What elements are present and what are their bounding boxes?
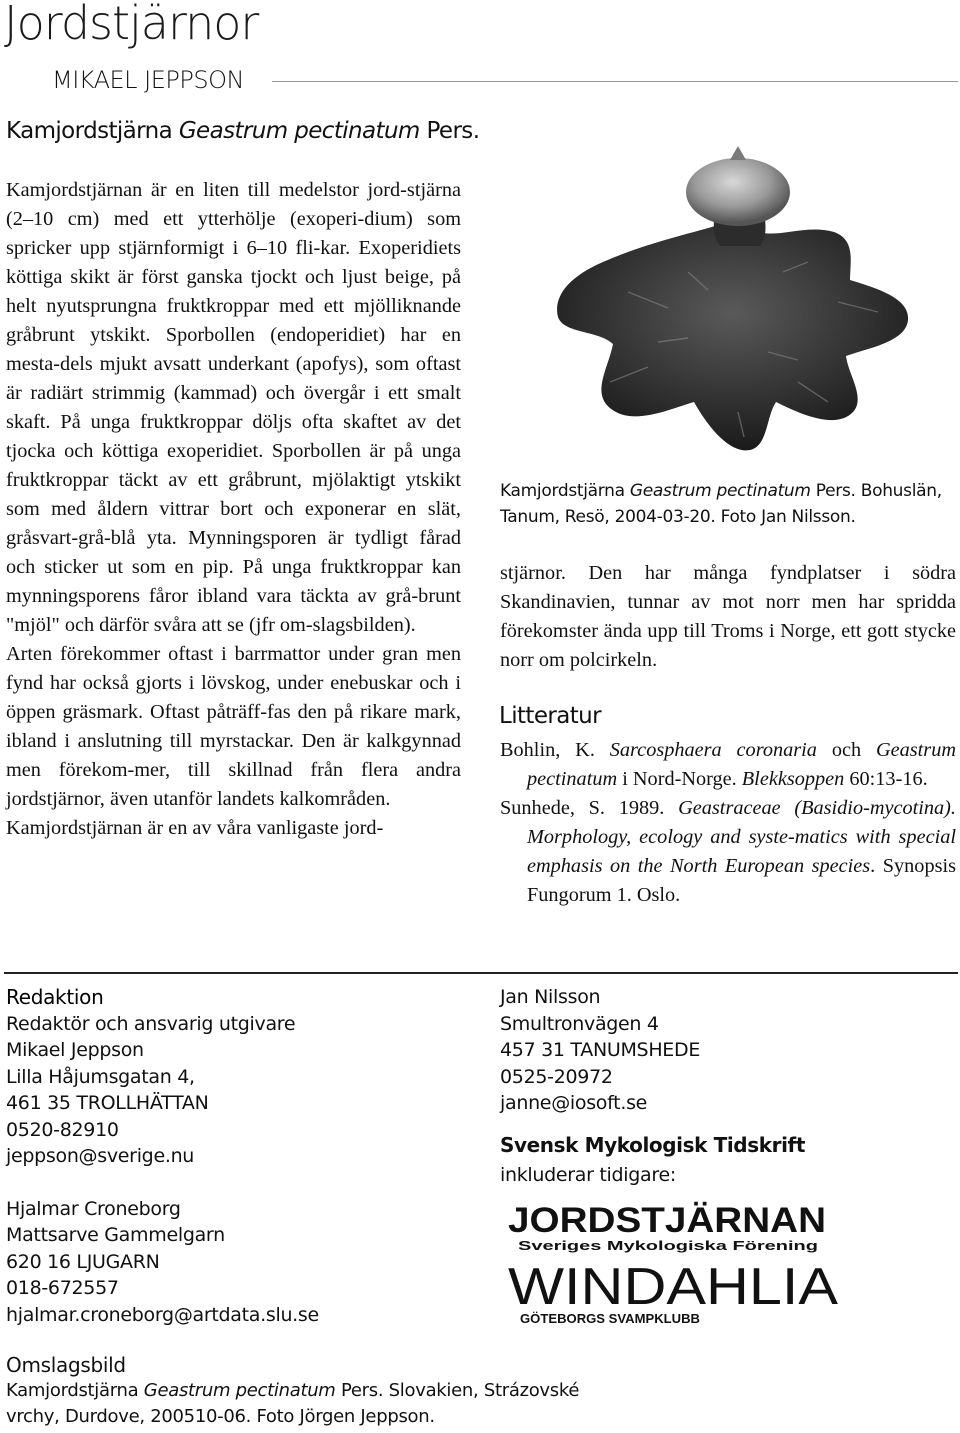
cover-details: Pers. Slovakien, Strázovské vrchy, Durdove, 200510-06. Foto Jörgen Jeppson. — [6, 1380, 580, 1427]
logo-jordstjarnan-sub: Sveriges Mykologiska Förening — [518, 1239, 818, 1253]
redaktion-heading: Redaktion — [6, 985, 104, 1009]
cover-caption — [6, 1378, 606, 1430]
editor-role: Redaktör och ansvarig utgivare — [6, 1012, 296, 1035]
editor1-email[interactable]: jeppson@sverige.nu — [6, 1145, 195, 1167]
body-paragraph-habitat: Arten förekommer oftast i barrmattor under gran men fynd har också gjorts i lövskog, under enebuskar och i öppen gräsmark. Oftast påträff-fas den på rikare mark, ibland i anslutning till myrstackar. Den är kalkgynnad men förekom-mer, till skillnad från flera andra jordstjärnor, även utanför landets kalkområden. — [6, 643, 461, 810]
ref-author: Sunhede, S. 1989. — [500, 797, 679, 819]
ref-series: . Synopsis Fungorum 1. Oslo. — [527, 855, 956, 906]
literature-list — [500, 736, 956, 910]
editor2-city: 620 16 LJUGARN — [6, 1250, 160, 1273]
editorial-contacts — [6, 984, 319, 1328]
caption-details: Pers. Bohuslän, Tanum, Resö, 2004-03-20. Foto Jan Nilsson. — [500, 481, 942, 527]
body-paragraph-distribution-end: stjärnor. Den har många fyndplatser i södra Skandinavien, tunnar av mot norr men har spridda förekomster ända upp till Troms i Norge, ett gott stycke norr om polcirkeln. — [500, 562, 956, 671]
article-body-left — [6, 176, 461, 843]
journal-title: Svensk Mykologisk Tidskrift — [500, 1133, 805, 1157]
spacer — [6, 1170, 319, 1196]
contact-right — [500, 984, 700, 1117]
editor2-phone: 018-672557 — [6, 1277, 119, 1299]
ref-journal: Blekksoppen — [741, 768, 845, 790]
literature-ref — [500, 736, 956, 794]
editor2-name: Hjalmar Croneborg — [6, 1197, 181, 1220]
species-authority: Pers. — [426, 118, 480, 144]
cover-latin-name: Geastrum pectinatum — [143, 1380, 336, 1401]
cover-heading: Omslagsbild — [6, 1353, 126, 1377]
article-body-right — [500, 559, 956, 675]
earthstar-cap — [686, 158, 790, 226]
contact-name: Jan Nilsson — [500, 986, 601, 1008]
earthstar-peristome — [730, 146, 746, 160]
journal-subtitle: inkluderar tidigare: — [500, 1164, 676, 1186]
literature-ref — [500, 794, 956, 910]
body-paragraph-description: Kamjordstjärnan är en liten till medelstor jord-stjärna (2–10 cm) med ett ytterhölje (exoperi-dium) som spricker upp stjärnformigt i 6–10 fli-kar. Exoperidiets köttiga skikt är först ganska tjockt och ljust beige, på helt nyutsprungna fruktkroppar med ett mjölliknande gråbrunt ytskikt. Sporbollen (endoperidiet) har en mesta-dels mjukt avsatt underkant (apofys), som oftast är radiärt strimmig (kammad) och övergår i ett smalt skaft. På unga fruktkroppar döljs ofta skaftet av det tjocka och köttiga exoperidiet. Sporbollen är på unga fruktkroppar täckt av ett gråbrunt, mjölaktigt ytskikt som med åldern vittrar bort och exponerar en slät, gråsvart-grå-blå yta. Mynningsporen är tydligt fårad och sticker ut som en pip. På unga fruktkroppar kan mynningsporens fåror ibland vara täckta av grå-brunt "mjöl" och därför svåra att se (jfr om-slagsbilden). — [6, 179, 461, 636]
ref-title-part: Geastrum pectinatum — [527, 739, 956, 790]
contact-email[interactable]: janne@iosoft.se — [500, 1092, 648, 1114]
species-latin-name: Geastrum pectinatum — [178, 118, 420, 144]
editor1-phone: 0520-82910 — [6, 1118, 119, 1141]
ref-title-part: Sarcosphaera coronaria — [609, 739, 817, 761]
ref-title: Geastraceae (Basidio-mycotina). Morphology, ecology and syste-matics with special emphasis on the North European species — [527, 797, 957, 877]
contact-street: Smultronvägen 4 — [500, 1012, 659, 1035]
ref-title-rest: i Nord-Norge. — [617, 768, 742, 790]
editor1-name: Mikael Jeppson — [6, 1039, 144, 1061]
editor2-email[interactable]: hjalmar.croneborg@artdata.slu.se — [6, 1303, 319, 1326]
page-title: Jordstjärnor — [4, 0, 259, 50]
species-common-name: Kamjordstjärna — [6, 118, 173, 144]
literature-heading: Litteratur — [499, 703, 601, 729]
logo-jordstjarnan: JORDSTJÄRNAN — [508, 1201, 826, 1240]
ref-connector: och — [816, 739, 876, 761]
caption-latin-name: Geastrum pectinatum — [629, 481, 811, 501]
cover-credit — [6, 1352, 606, 1430]
editor1-city: 461 35 TROLLHÄTTAN — [6, 1092, 209, 1114]
body-paragraph-distribution-start: Kamjordstjärnan är en av våra vanligaste jord- — [6, 817, 384, 839]
former-journals-logos — [506, 1198, 846, 1328]
editor1-street: Lilla Håjumsgatan 4, — [6, 1065, 195, 1088]
earthstar-rays — [557, 222, 908, 450]
footer-divider — [4, 972, 958, 974]
photo-caption — [500, 478, 958, 530]
author-rule — [272, 81, 958, 82]
contact-phone: 0525-20972 — [500, 1065, 613, 1088]
caption-common-name: Kamjordstjärna — [500, 481, 625, 501]
species-heading — [6, 118, 479, 144]
earthstar-photo — [498, 112, 960, 474]
editor2-street: Mattsarve Gammelgarn — [6, 1224, 225, 1246]
contact-city: 457 31 TANUMSHEDE — [500, 1039, 701, 1061]
author-name: MIKAEL JEPPSON — [52, 66, 244, 94]
cover-common-name: Kamjordstjärna — [6, 1380, 139, 1401]
logo-windahlia-sub: GÖTEBORGS SVAMPKLUBB — [520, 1312, 692, 1326]
ref-author: Bohlin, K. — [500, 739, 610, 761]
ref-pages: 60:13-16. — [844, 768, 928, 790]
logo-windahlia: WINDAHLIA — [508, 1258, 839, 1316]
